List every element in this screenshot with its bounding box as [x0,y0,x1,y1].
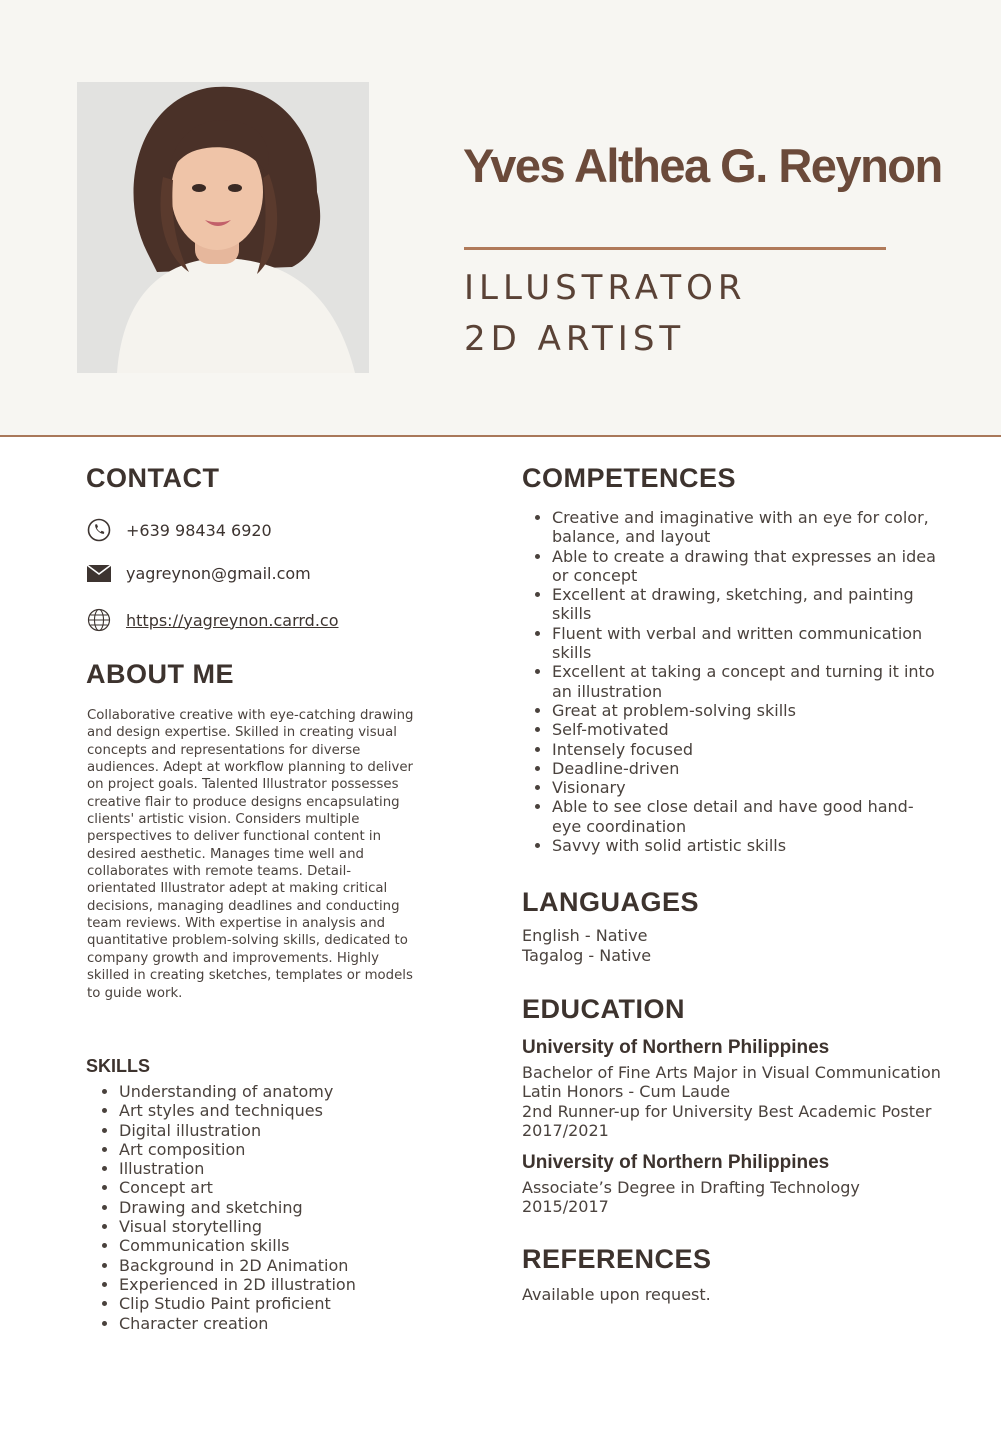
phone-number: +639 98434 6920 [126,520,272,540]
education-degree: Associate’s Degree in Drafting Technology [522,1178,860,1197]
list-item: • Concept art [119,1178,356,1197]
globe-icon [86,607,112,633]
name-divider [464,247,886,250]
references-heading: REFERENCES [522,1244,712,1274]
about-text: Collaborative creative with eye-catching drawing and design expertise. Skilled in creating visual concepts and representations for diverse audiences. Adept at workflow planning to deliver on project goals. Talented Illustrator possesses creative flair to produce designs encapsulating clients' artistic vision. Considers multiple perspectives to deliver functional content in desired aesthetic. Manages time well and collaborates with remote teams. Detail-orientated Illustrator adept at making critical decisions, managing deadlines and conducting team reviews. With expertise in analysis and quantitative problem-solving skills, dedicated to company growth and improvements. Highly skilled in creating sketches, templates or models to guide work. [87,708,414,1001]
job-title-secondary: 2D ARTIST [464,319,686,359]
contact-website [86,606,339,634]
list-item: • Fluent with verbal and written communication skills [552,624,942,663]
contact-phone [86,516,272,544]
list-item: • Communication skills [119,1236,356,1255]
list-item: • Digital illustration [119,1121,356,1140]
contact-email [86,559,311,587]
skills-heading: SKILLS [86,1056,151,1076]
profile-photo-illustration [77,82,369,373]
education-honors: Latin Honors - Cum Laude [522,1082,731,1101]
list-item: • Savvy with solid artistic skills [552,836,942,855]
education-award: 2nd Runner-up for University Best Academic Poster [522,1102,932,1121]
list-item: • Clip Studio Paint proficient [119,1294,356,1313]
full-name: Yves Althea G. Reynon [463,139,942,192]
list-item: • Able to create a drawing that expresses an idea or concept [552,547,942,586]
list-item: • Deadline-driven [552,759,942,778]
education-degree: Bachelor of Fine Arts Major in Visual Communication [522,1063,941,1082]
list-item: • Experienced in 2D illustration [119,1275,356,1294]
list-item: • Visual storytelling [119,1217,356,1236]
list-item: • Creative and imaginative with an eye for color, balance, and layout [552,508,942,547]
list-item: • Character creation [119,1314,356,1333]
list-item: • Background in 2D Animation [119,1256,356,1275]
competences-heading: COMPETENCES [522,463,737,493]
job-title-primary: ILLUSTRATOR [464,268,747,308]
list-item: • Understanding of anatomy [119,1082,356,1101]
skills-list [86,1082,356,1333]
resume-header [0,0,1001,437]
profile-photo [77,82,369,373]
list-item: • Able to see close detail and have good hand-eye coordination [552,797,942,836]
references-text: Available upon request. [522,1285,711,1304]
list-item: • Illustration [119,1159,356,1178]
language-item: English - Native [522,926,648,945]
competences-list [523,508,942,855]
list-item: • Intensely focused [552,740,942,759]
list-item: • Excellent at drawing, sketching, and painting skills [552,585,942,624]
language-item: Tagalog - Native [522,946,652,965]
education-years: 2015/2017 [522,1197,609,1216]
education-heading: EDUCATION [522,994,685,1024]
education-school: University of Northern Philippines [522,1037,830,1058]
list-item: • Art composition [119,1140,356,1159]
phone-icon [86,517,112,543]
website-link[interactable]: https://yagreynon.carrd.co [126,610,339,630]
education-school: University of Northern Philippines [522,1152,830,1173]
list-item: • Visionary [552,778,942,797]
list-item: • Great at problem-solving skills [552,701,942,720]
contact-heading: CONTACT [86,463,220,493]
list-item: • Self-motivated [552,720,942,739]
education-years: 2017/2021 [522,1121,609,1140]
about-heading: ABOUT ME [86,659,234,689]
languages-heading: LANGUAGES [522,887,700,917]
list-item: • Excellent at taking a concept and turning it into an illustration [552,662,942,701]
list-item: • Art styles and techniques [119,1101,356,1120]
email-address: yagreynon@gmail.com [126,563,311,583]
mail-icon [86,560,112,586]
list-item: • Drawing and sketching [119,1198,356,1217]
